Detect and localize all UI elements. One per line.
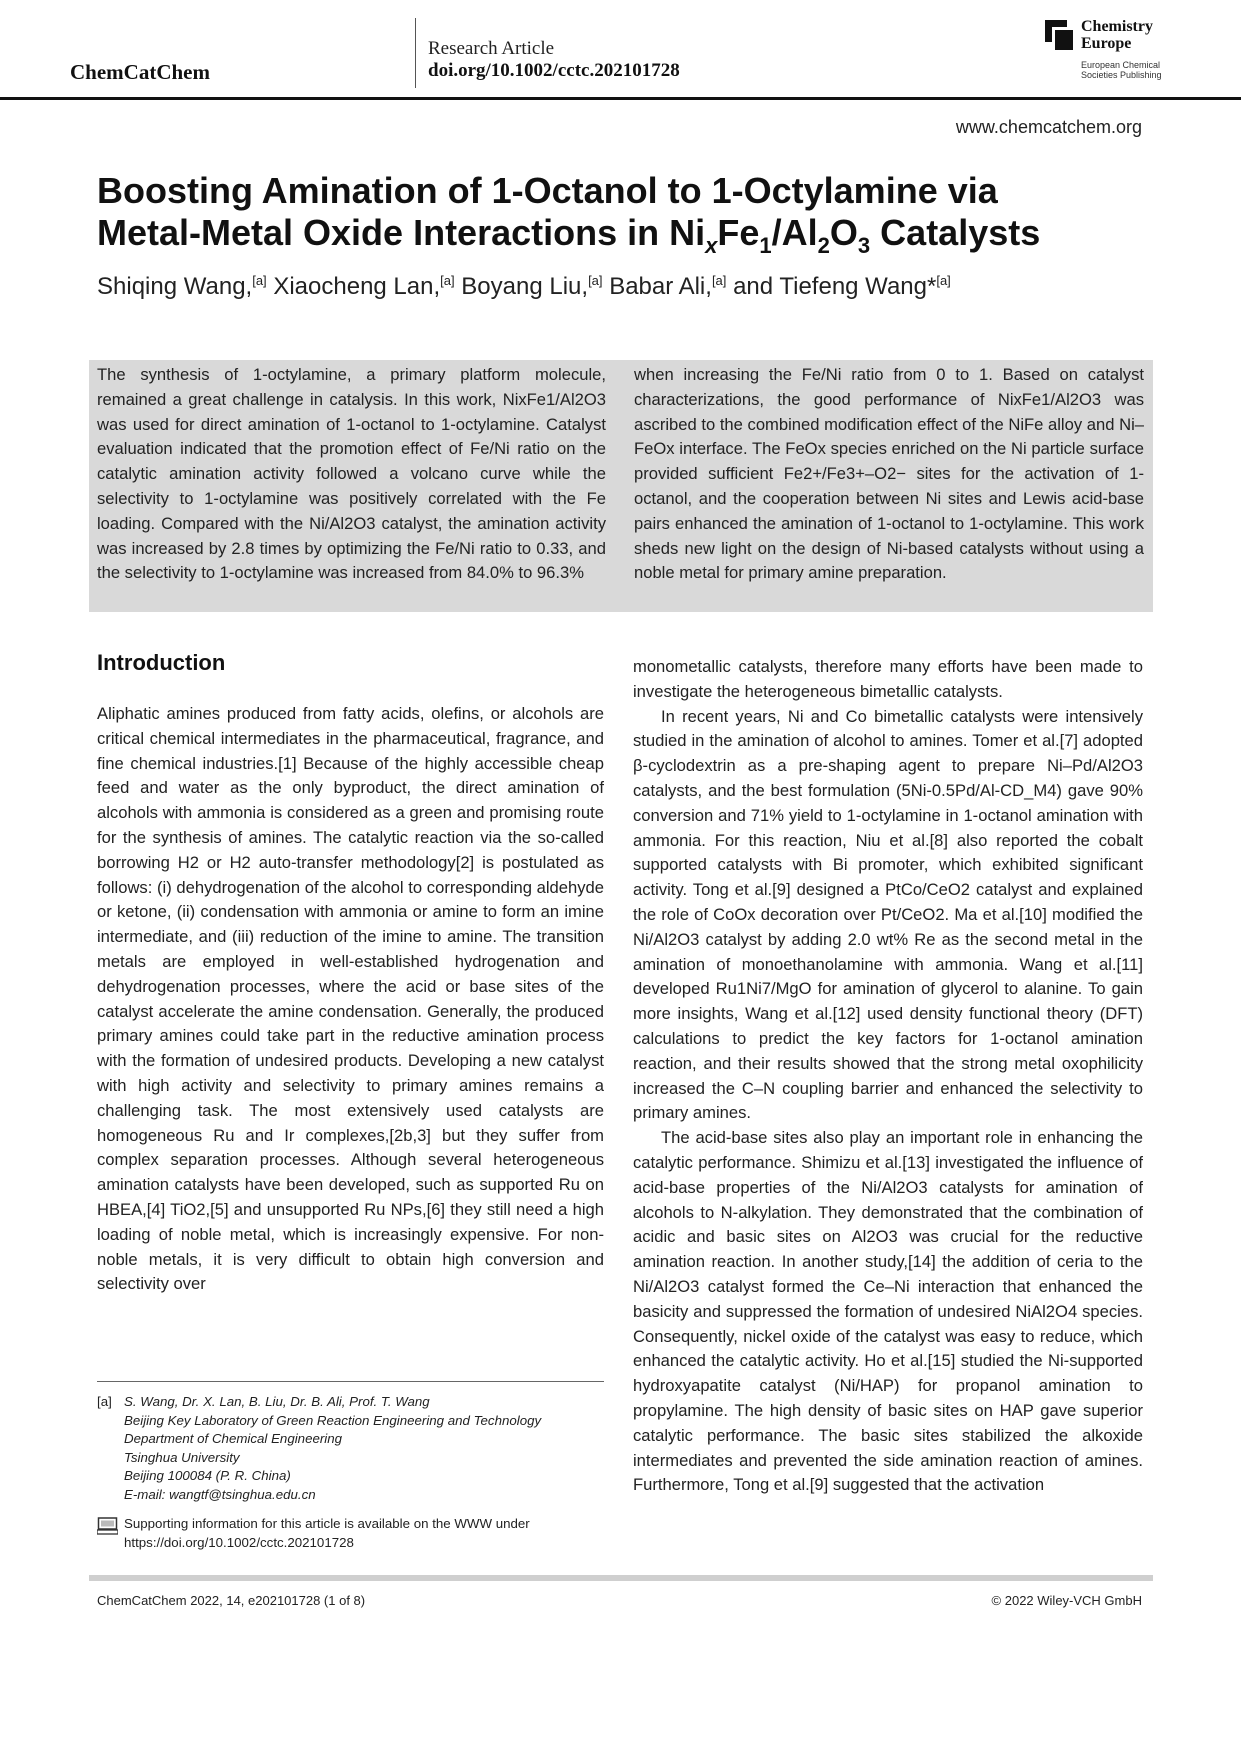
footer-copyright: © 2022 Wiley-VCH GmbH <box>991 1593 1142 1608</box>
journal-website[interactable]: www.chemcatchem.org <box>955 117 1142 137</box>
chemistry-europe-logo-icon <box>1045 20 1073 50</box>
body-left-column <box>97 702 604 1297</box>
author-list: Shiqing Wang,[a] Xiaocheng Lan,[a] Boyang Liu,[a] Babar Ali,[a] and Tiefeng Wang*[a] <box>97 273 951 300</box>
publisher-logo[interactable] <box>1045 18 1175 83</box>
affiliation-line: Beijing 100084 (P. R. China) <box>124 1468 291 1484</box>
affiliation-line: Department of Chemical Engineering <box>124 1431 343 1447</box>
header-divider <box>415 18 416 88</box>
affiliation-line: Tsinghua University <box>124 1449 240 1465</box>
body-right-column <box>633 655 1143 1498</box>
publisher-subtitle: European Chemical Societies Publishing <box>1081 60 1162 80</box>
affiliation-mark: [a] <box>97 1394 112 1409</box>
computer-icon <box>97 1517 118 1535</box>
supporting-info-text[interactable]: Supporting information for this article is available on the WWW under https://doi.org/10.1002/cctc.202101728 <box>124 1516 530 1550</box>
paragraph: In recent years, Ni and Co bimetallic catalysts were intensively studied in the amination of alcohol to amines. Tomer et al.[7] adopted β-cyclodextrin as a pre-shaping agent to prepare Ni–Pd/Al2O3 catalysts, and the best formulation (5Ni-0.5Pd/Al-CD_M4) gave 90% conversion and 71% yield to 1-octylamine in 1-octanol amination with ammonia. For this reaction, Niu et al.[8] also reported the cobalt supported catalysts with Bi promoter, which exhibited significant activity. Tong et al.[9] designed a PtCo/CeO2 catalyst and explained the role of CoOx decoration over Pt/CeO2. Ma et al.[10] modified the Ni/Al2O3 catalyst by adding 2.0 wt% Re as the second metal in the amination of monoethanolamine with ammonia. Wang et al.[11] developed Ru1Ni7/MgO for amination of glycerol to alanine. To gain more insights, Wang et al.[12] used density functional theory (DFT) calculations to predict the key factors for 1-octanol amination reaction, and their results showed that the strong metal oxophilicity increased the C–N coupling barrier and enhanced the selectivity to primary amines. <box>633 706 1143 1123</box>
abstract-right-column: when increasing the Fe/Ni ratio from 0 to 1. Based on catalyst characterizations, the good performance of NixFe1/Al2O3 was ascribed to the combined modification effect of the NiFe alloy and Ni–FeOx interface. The FeOx species enriched on the Ni particle surface provided sufficient Fe2+/Fe3+–O2− sites for the activation of 1-octanol, and the cooperation between Ni sites and Lewis acid-base pairs enhanced the amination of 1-octanol to 1-octylamine. This work sheds new light on the design of Ni-based catalysts without using a noble metal for primary amine preparation. <box>634 365 1144 583</box>
affiliation-line: S. Wang, Dr. X. Lan, B. Liu, Dr. B. Ali, Prof. T. Wang <box>124 1394 430 1409</box>
section-heading-introduction: Introduction <box>97 650 226 675</box>
paragraph: Aliphatic amines produced from fatty acids, olefins, or alcohols are critical chemical intermediates in the pharmaceutical, fragrance, and fine chemical industries.[1] Because of the highly accessible cheap feed and water as the only byproduct, the direct amination of alcohols with ammonia is considered as a green and promising route for the synthesis of amines. The catalytic reaction via the so-called borrowing H2 or H2 auto-transfer methodology[2] is postulated as follows: (i) dehydrogenation of the alcohol to corresponding aldehyde or ketone, (ii) condensation with ammonia or amine to form an imine intermediate, and (iii) reduction of the imine to amine. The transition metals are employed in well-established hydrogenation and dehydrogenation processes, where the acid or base sites of the catalyst accelerate the amine condensation. Generally, the produced primary amines could take part in the reductive amination process with the formation of undesired products. Developing a new catalyst with high activity and selectivity to primary amines remains a challenging task. The most extensively used catalysts are homogeneous Ru and Ir complexes,[2b,3] but they suffer from complex separation processes. Although several heterogeneous amination catalysts have been developed, such as supported Ru on HBEA,[4] TiO2,[5] and unsupported Ru NPs,[6] they still need a high loading of noble metal, which is increasingly expensive. For non-noble metals, it is very difficult to obtain high conversion and selectivity over <box>97 704 604 1294</box>
affiliation-line: Beijing Key Laboratory of Green Reaction Engineering and Technology <box>124 1412 542 1428</box>
affiliation-email[interactable]: E-mail: wangtf@tsinghua.edu.cn <box>124 1486 316 1502</box>
article-type: Research Article <box>428 38 555 59</box>
article-title: Boosting Amination of 1-Octanol to 1-Octylamine via Metal-Metal Oxide Interactions in $Ni_xFe_1/Al_2O_3$ Catalysts <box>97 170 1041 259</box>
paragraph: The acid-base sites also play an important role in enhancing the catalytic performance. Shimizu et al.[13] investigated the influence of acid-base properties of the Ni/Al2O3 catalysts for amination of alcohols to N-alkylation. They demonstrated that the combination of acidic and basic sites on Al2O3 was crucial for the reductive amination reaction. In another study,[14] the addition of ceria to the Ni/Al2O3 catalyst formed the Ce–Ni interaction that enhanced the basicity and suppressed the formation of undesired NiAl2O4 species. Consequently, nickel oxide of the catalyst was easy to reduce, which enhanced the catalytic activity. Ho et al.[15] studied the Ni-supported hydroxyapatite catalyst (Ni/HAP) for propanol amination to propylamine. The high density of basic sites on HAP gave superior catalytic performance. The basic sites stabilized the alkoxide intermediates and prevented the side amination reaction of amines. Furthermore, Tong et al.[9] suggested that the activation <box>633 1128 1143 1495</box>
abstract-box <box>89 360 1153 612</box>
publisher-name: Chemistry Europe <box>1081 18 1153 52</box>
journal-name: ChemCatChem <box>70 60 210 84</box>
footnote-rule <box>97 1381 604 1382</box>
header-rule <box>0 97 1241 100</box>
doi-link[interactable]: doi.org/10.1002/cctc.202101728 <box>428 60 680 81</box>
footer-citation: ChemCatChem 2022, 14, e202101728 (1 of 8) <box>97 1593 366 1608</box>
paragraph: monometallic catalysts, therefore many efforts have been made to investigate the heterogeneous bimetallic catalysts. <box>633 657 1143 701</box>
footer-rule <box>89 1575 1153 1581</box>
abstract-left-column: The synthesis of 1-octylamine, a primary platform molecule, remained a great challenge in catalysis. In this work, NixFe1/Al2O3 was used for direct amination of 1-octanol to 1-octylamine. Catalyst evaluation indicated that the promotion effect of Fe/Ni ratio on the catalytic amination activity followed a volcano curve while the selectivity to 1-octylamine was positively correlated with the Fe loading. Compared with the Ni/Al2O3 catalyst, the amination activity was increased by 2.8 times by optimizing the Fe/Ni ratio to 0.33, and the selectivity to 1-octylamine was increased from 84.0% to 96.3% <box>97 365 606 583</box>
